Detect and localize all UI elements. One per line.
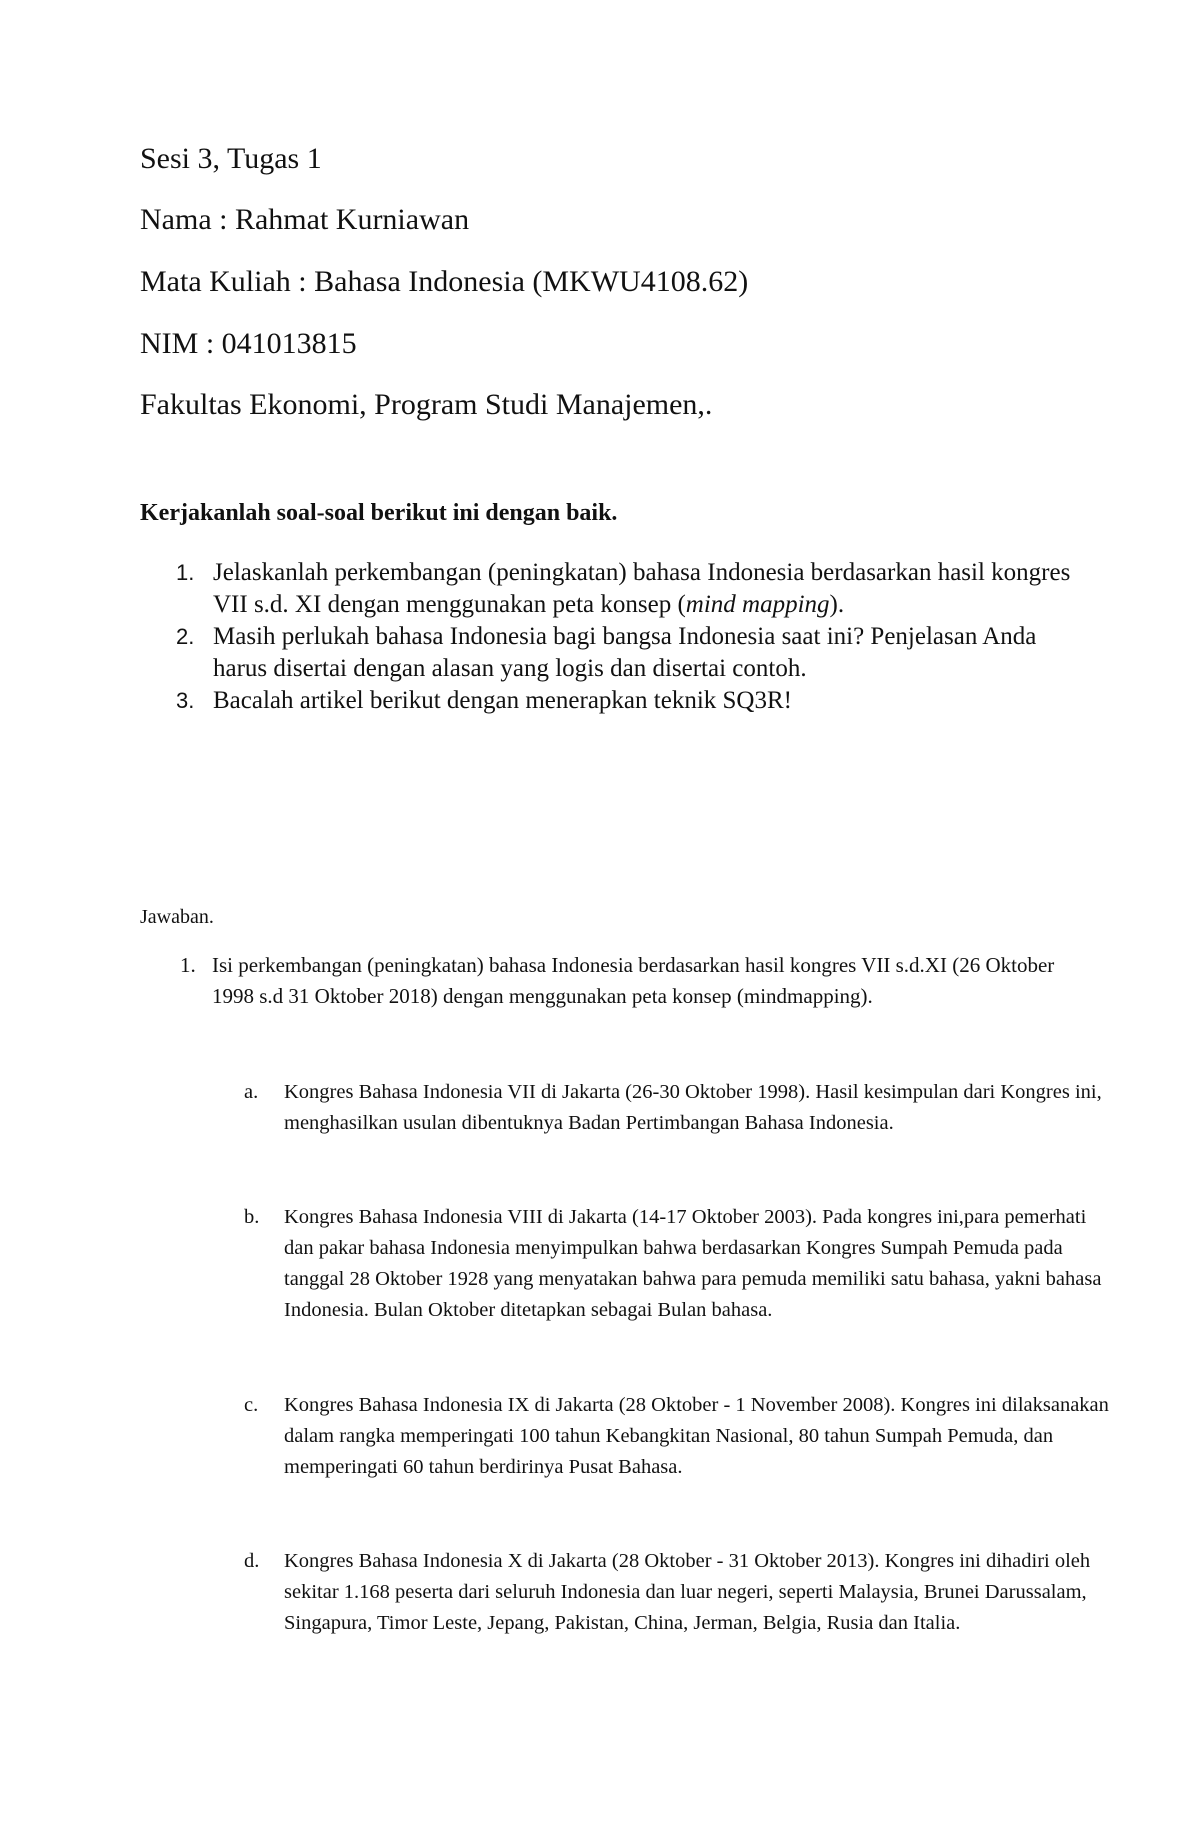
answer-subitem xyxy=(244,1202,1114,1326)
question-list xyxy=(140,557,1080,717)
answer-subitem xyxy=(244,1077,1114,1139)
student-name: Nama : Rahmat Kurniawan xyxy=(140,203,470,236)
question-text: Bacalah artikel berikut dengan menerapkan teknik SQ3R! xyxy=(213,687,792,714)
answer-number: 1. xyxy=(180,953,196,977)
course-name: Mata Kuliah : Bahasa Indonesia (MKWU4108.62) xyxy=(140,265,749,298)
question-text: Masih perlukah bahasa Indonesia bagi bangsa Indonesia saat ini? Penjelasan Anda harus disertai dengan alasan yang logis dan disertai contoh. xyxy=(213,623,1037,682)
instruction-heading: Kerjakanlah soal-soal berikut ini dengan baik. xyxy=(140,500,618,526)
subitem-text: Kongres Bahasa Indonesia X di Jakarta (28 Oktober - 31 Oktober 2013). Kongres ini dihadiri oleh sekitar 1.168 peserta dari seluruh Indonesia dan luar negeri, seperti Malaysia, Brunei Darussalam, Singapura, Timor Leste, Jepang, Pakistan, China, Jerman, Belgia, Rusia dan Italia. xyxy=(284,1550,1091,1634)
subitem-text: Kongres Bahasa Indonesia IX di Jakarta (28 Oktober - 1 November 2008). Kongres ini dilaksanakan dalam rangka memperingati 100 tahun Kebangkitan Nasional, 80 tahun Sumpah Pemuda, dan memperingati 60 tahun berdirinya Pusat Bahasa. xyxy=(284,1394,1109,1478)
question-item xyxy=(140,685,1080,717)
subitem-text: Kongres Bahasa Indonesia VIII di Jakarta (14-17 Oktober 2003). Pada kongres ini,para pemerhati dan pakar bahasa Indonesia menyimpulkan bahwa berdasarkan Kongres Sumpah Pemuda pada tanggal 28 Oktober 1928 yang menyatakan bahwa para pemuda memiliki satu bahasa, yakni bahasa Indonesia. Bulan Oktober ditetapkan sebagai Bulan bahasa. xyxy=(284,1206,1102,1321)
question-number: 1. xyxy=(176,560,195,585)
answer-item xyxy=(180,950,1092,1012)
faculty-program: Fakultas Ekonomi, Program Studi Manajemen,. xyxy=(140,388,713,421)
question-item xyxy=(140,557,1080,621)
session-title: Sesi 3, Tugas 1 xyxy=(140,142,322,175)
question-text-end: ). xyxy=(829,591,845,618)
student-id: NIM : 041013815 xyxy=(140,327,357,360)
subitem-letter: d. xyxy=(244,1550,260,1572)
answer-subitem xyxy=(244,1390,1114,1483)
answers-heading: Jawaban. xyxy=(140,906,214,928)
question-number: 3. xyxy=(176,688,195,713)
answer-subitem xyxy=(244,1546,1114,1639)
subitem-letter: b. xyxy=(244,1206,260,1228)
question-item xyxy=(140,621,1080,685)
subitem-text: Kongres Bahasa Indonesia VII di Jakarta (26-30 Oktober 1998). Hasil kesimpulan dari Kongres ini, menghasilkan usulan dibentuknya Badan Pertimbangan Bahasa Indonesia. xyxy=(284,1081,1102,1134)
question-number: 2. xyxy=(176,624,195,649)
subitem-letter: a. xyxy=(244,1081,259,1103)
answer-text: Isi perkembangan (peningkatan) bahasa Indonesia berdasarkan hasil kongres VII s.d.XI (26 Oktober 1998 s.d 31 Oktober 2018) dengan menggunakan peta konsep (mindmapping). xyxy=(212,953,1055,1008)
question-italic-term: mind mapping xyxy=(685,591,830,618)
question-text: Jelaskanlah perkembangan (peningkatan) bahasa Indonesia berdasarkan hasil kongres VII s.d. XI dengan menggunakan peta konsep ( xyxy=(213,559,1071,618)
subitem-letter: c. xyxy=(244,1394,259,1416)
